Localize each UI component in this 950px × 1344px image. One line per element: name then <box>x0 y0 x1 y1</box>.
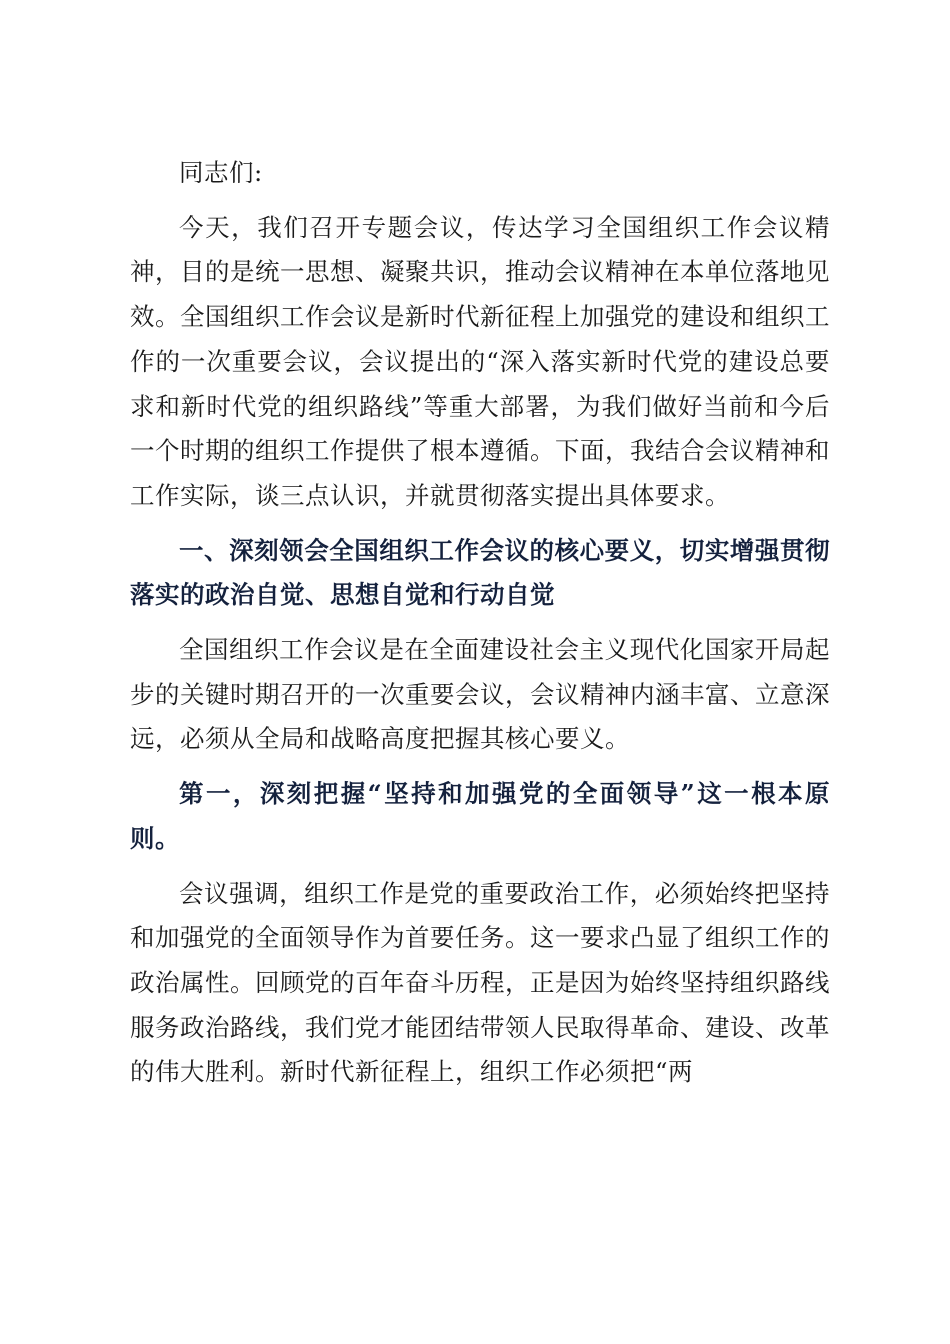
intro-paragraph: 今天，我们召开专题会议，传达学习全国组织工作会议精神，目的是统一思想、凝聚共识，推动会议精神在本单位落地见效。全国组织工作会议是新时代新征程上加强党的建设和组织工作的一次重要会议，会议提出的“深入落实新时代党的建设总要求和新时代党的组织路线”等重大部署，为我们做好当前和今后一个时期的组织工作提供了根本遵循。下面，我结合会议精神和工作实际，谈三点认识，并就贯彻落实提出具体要求。 <box>130 212 830 510</box>
salutation: 同志们: <box>179 158 263 187</box>
document-body <box>130 151 830 1105</box>
point-1-paragraph: 会议强调，组织工作是党的重要政治工作，必须始终把坚持和加强党的全面领导作为首要任务。这一要求凸显了组织工作的政治属性。回顾党的百年奋斗历程，正是因为始终坚持组织路线服务政治路线，我们党才能团结带领人民取得革命、建设、改革的伟大胜利。新时代新征程上，组织工作必须把“两 <box>130 878 830 1087</box>
point-1-heading: 第一，深刻把握“坚持和加强党的全面领导”这一根本原则。 <box>130 779 830 853</box>
section-1-paragraph: 全国组织工作会议是在全面建设社会主义现代化国家开局起步的关键时期召开的一次重要会议，会议精神内涵丰富、立意深远，必须从全局和战略高度把握其核心要义。 <box>130 635 830 754</box>
section-1-heading: 一、深刻领会全国组织工作会议的核心要义，切实增强贯彻落实的政治自觉、思想自觉和行动自觉 <box>130 535 830 610</box>
